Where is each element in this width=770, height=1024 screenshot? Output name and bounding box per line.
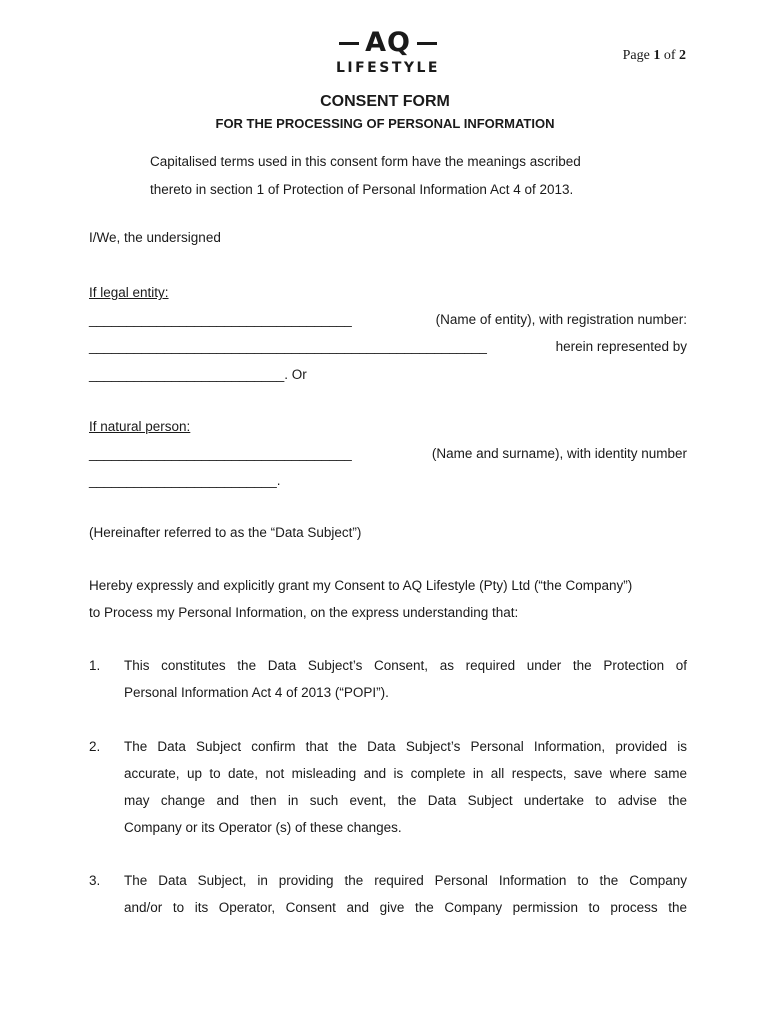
natural-person-line-2: [89, 471, 687, 491]
logo-dash-left: [339, 42, 359, 45]
legal-entity-line-1: [89, 310, 687, 330]
page-current: 1: [653, 48, 661, 63]
item-1-line-2: Personal Information Act 4 of 2013 (“POPI”).: [124, 685, 389, 700]
page-number: [623, 48, 686, 64]
legal-entity-heading: If legal entity:: [89, 285, 169, 300]
item-1-number: 1.: [89, 658, 101, 673]
representative-blank[interactable]: __________________________: [89, 367, 285, 382]
item-1-text: [124, 652, 687, 706]
page-word: Page: [622, 48, 650, 63]
registration-number-blank[interactable]: _____________________________________________________: [89, 339, 487, 354]
undersigned-text: I/We, the undersigned: [89, 230, 221, 245]
intro-paragraph: [150, 148, 650, 204]
identity-number-blank[interactable]: _________________________: [89, 473, 277, 488]
logo-mark: AQ: [365, 27, 411, 58]
item-1-line-1: This constitutes the Data Subject’s Consent, as required under the Protection of: [124, 658, 687, 673]
person-name-blank[interactable]: ___________________________________: [89, 446, 352, 461]
legal-entity-line-3: [89, 365, 687, 385]
item-2-line-4: Company or its Operator (s) of these changes.: [124, 820, 402, 835]
person-name-label: (Name and surname), with identity number: [431, 446, 687, 461]
item-3-number: 3.: [89, 873, 101, 888]
item-3-line-1: The Data Subject, in providing the required Personal Information to the Company: [124, 873, 687, 888]
item-2-line-1: The Data Subject confirm that the Data Subject’s Personal Information, provided is: [124, 739, 687, 754]
intro-line-2: thereto in section 1 of Protection of Personal Information Act 4 of 2013.: [150, 182, 574, 197]
natural-person-heading: If natural person:: [89, 419, 191, 434]
item-2-text: [124, 733, 687, 841]
natural-person-line-1: [89, 444, 687, 464]
represented-by-label: herein represented by: [555, 339, 687, 354]
logo-dash-right: [417, 42, 437, 45]
or-label: . Or: [284, 367, 307, 382]
logo-subtitle: LIFESTYLE: [335, 60, 440, 76]
item-3-text: [124, 867, 687, 921]
form-subtitle: FOR THE PROCESSING OF PERSONAL INFORMATION: [215, 116, 555, 131]
item-2-line-2: accurate, up to date, not misleading and is complete in all respects, save where same: [124, 766, 687, 781]
hereinafter-text: (Hereinafter referred to as the “Data Subject”): [89, 525, 362, 540]
grant-line-1: Hereby expressly and explicitly grant my Consent to AQ Lifestyle (Pty) Ltd (“the Company”): [89, 578, 633, 593]
logo-top-row: [330, 28, 446, 58]
item-3-line-2: and/or to its Operator, Consent and give the Company permission to process the: [124, 900, 687, 915]
item-2-line-3: may change and then in such event, the Data Subject undertake to advise the: [124, 793, 687, 808]
period-label: .: [276, 473, 281, 488]
company-logo: [330, 28, 446, 78]
form-title: CONSENT FORM: [320, 93, 450, 110]
page-total: 2: [679, 48, 686, 63]
entity-name-blank[interactable]: ___________________________________: [89, 312, 352, 327]
grant-line-2: to Process my Personal Information, on the express understanding that:: [89, 605, 519, 620]
page-of: of: [663, 48, 676, 63]
legal-entity-line-2: [89, 337, 687, 357]
item-2-number: 2.: [89, 739, 101, 754]
entity-name-label: (Name of entity), with registration number:: [435, 312, 687, 327]
intro-line-1: Capitalised terms used in this consent form have the meanings ascribed: [150, 154, 581, 169]
